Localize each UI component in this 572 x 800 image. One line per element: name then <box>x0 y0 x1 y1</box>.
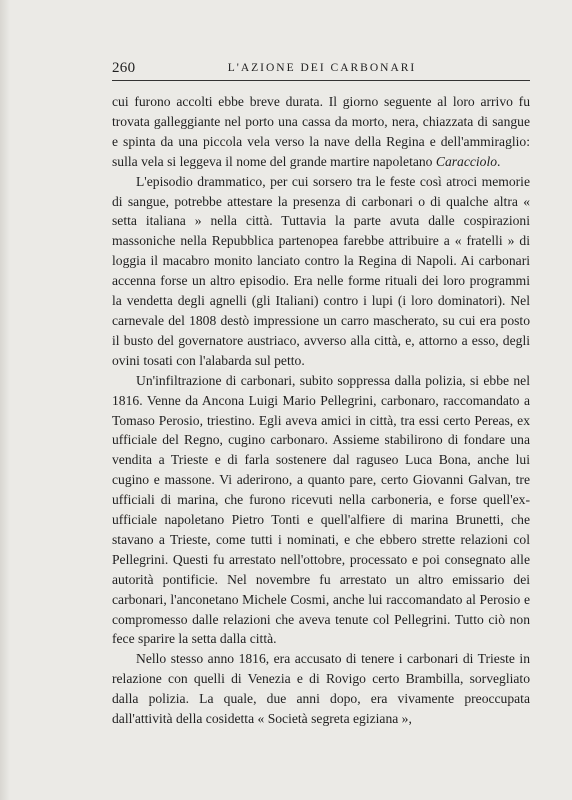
page-header <box>112 60 532 78</box>
page-number: 260 <box>112 60 136 76</box>
paragraph-1 <box>112 92 530 172</box>
running-title: L'AZIONE DEI CARBONARI <box>227 62 417 74</box>
paragraph-1-end: . <box>497 153 501 169</box>
paragraph-1-italic: Caracciolo <box>435 153 498 169</box>
body-text <box>112 92 530 729</box>
paragraph-2: L'episodio drammatico, per cui sorsero tra le feste così atroci memorie di sangue, potrebbe attestare la presenza di carbonari o di qualche altra « setta italiana » nella città. Tuttavia la parte avuta dalle cospirazioni massoniche nella Repubblica partenopea farebbe attribuire a « fratelli » di loggia il macabro monito lanciato contro la Regina di Napoli. Ai carbonari accenna forse un altro episodio. Era nelle forme rituali dei loro programmi la vendetta degli agnelli (gli Italiani) contro i lupi (i loro dominatori). Nel carnevale del 1808 destò impressione un carro mascherato, su cui era posto il busto del governatore austriaco, avverso alla città, e, attorno a esso, degli ovini tosati con l'alabarda sul petto. <box>112 173 530 368</box>
paragraph-3: Un'infiltrazione di carbonari, subito soppressa dalla polizia, si ebbe nel 1816. Venne da Ancona Luigi Mario Pellegrini, carbonaro, raccomandato a Tomaso Perosio, triestino. Egli aveva amici in città, tra essi certo Pereas, ex ufficiale del Regno, cugino carbonaro. Assieme stabilirono di fondare una vendita a Trieste e di farla sostenere dal raguseo Luca Bona, anche lui cugino e massone. Vi aderirono, a quanto pare, certo Giovanni Galvan, tre ufficiali di marina, che furono ricevuti nella carboneria, e forse quell'ex-ufficiale napoletano Pietro Tonti e quell'alfiere di marina Brunetti, che stavano a Trieste, come tutti i nominati, e che ebbero strette relazioni col Pellegrini. Questi fu arrestato nell'ottobre, processato e poi consegnato alle autorità pontificie. Nel novembre fu arrestato un altro emissario dei carbonari, l'anconetano Michele Cosmi, anche lui raccomandato al Perosio e compromesso dalle relazioni che aveva tenute col Pellegrini. Tutto ciò non fece sparire la setta dalla città. <box>112 372 530 647</box>
paragraph-1-text: cui furono accolti ebbe breve durata. Il giorno seguente al loro arrivo fu trovata galleggiante nel porto una cassa da morto, nera, chiazzata di sangue e spinta da una piccola vela verso la nave della Regina e dell'ammiraglio: sulla vela si leggeva il nome del grande martire napoletano <box>112 94 530 169</box>
paragraph-4: Nello stesso anno 1816, era accusato di tenere i carbonari di Trieste in relazione con quelli di Venezia e di Rovigo certo Brambilla, sorvegliato dalla polizia. La quale, due anni dopo, era vivamente preoccupata dall'attività della cosidetta « Società segreta egiziana », <box>112 651 530 727</box>
page-gutter-shadow <box>0 0 10 800</box>
header-rule <box>112 80 530 81</box>
